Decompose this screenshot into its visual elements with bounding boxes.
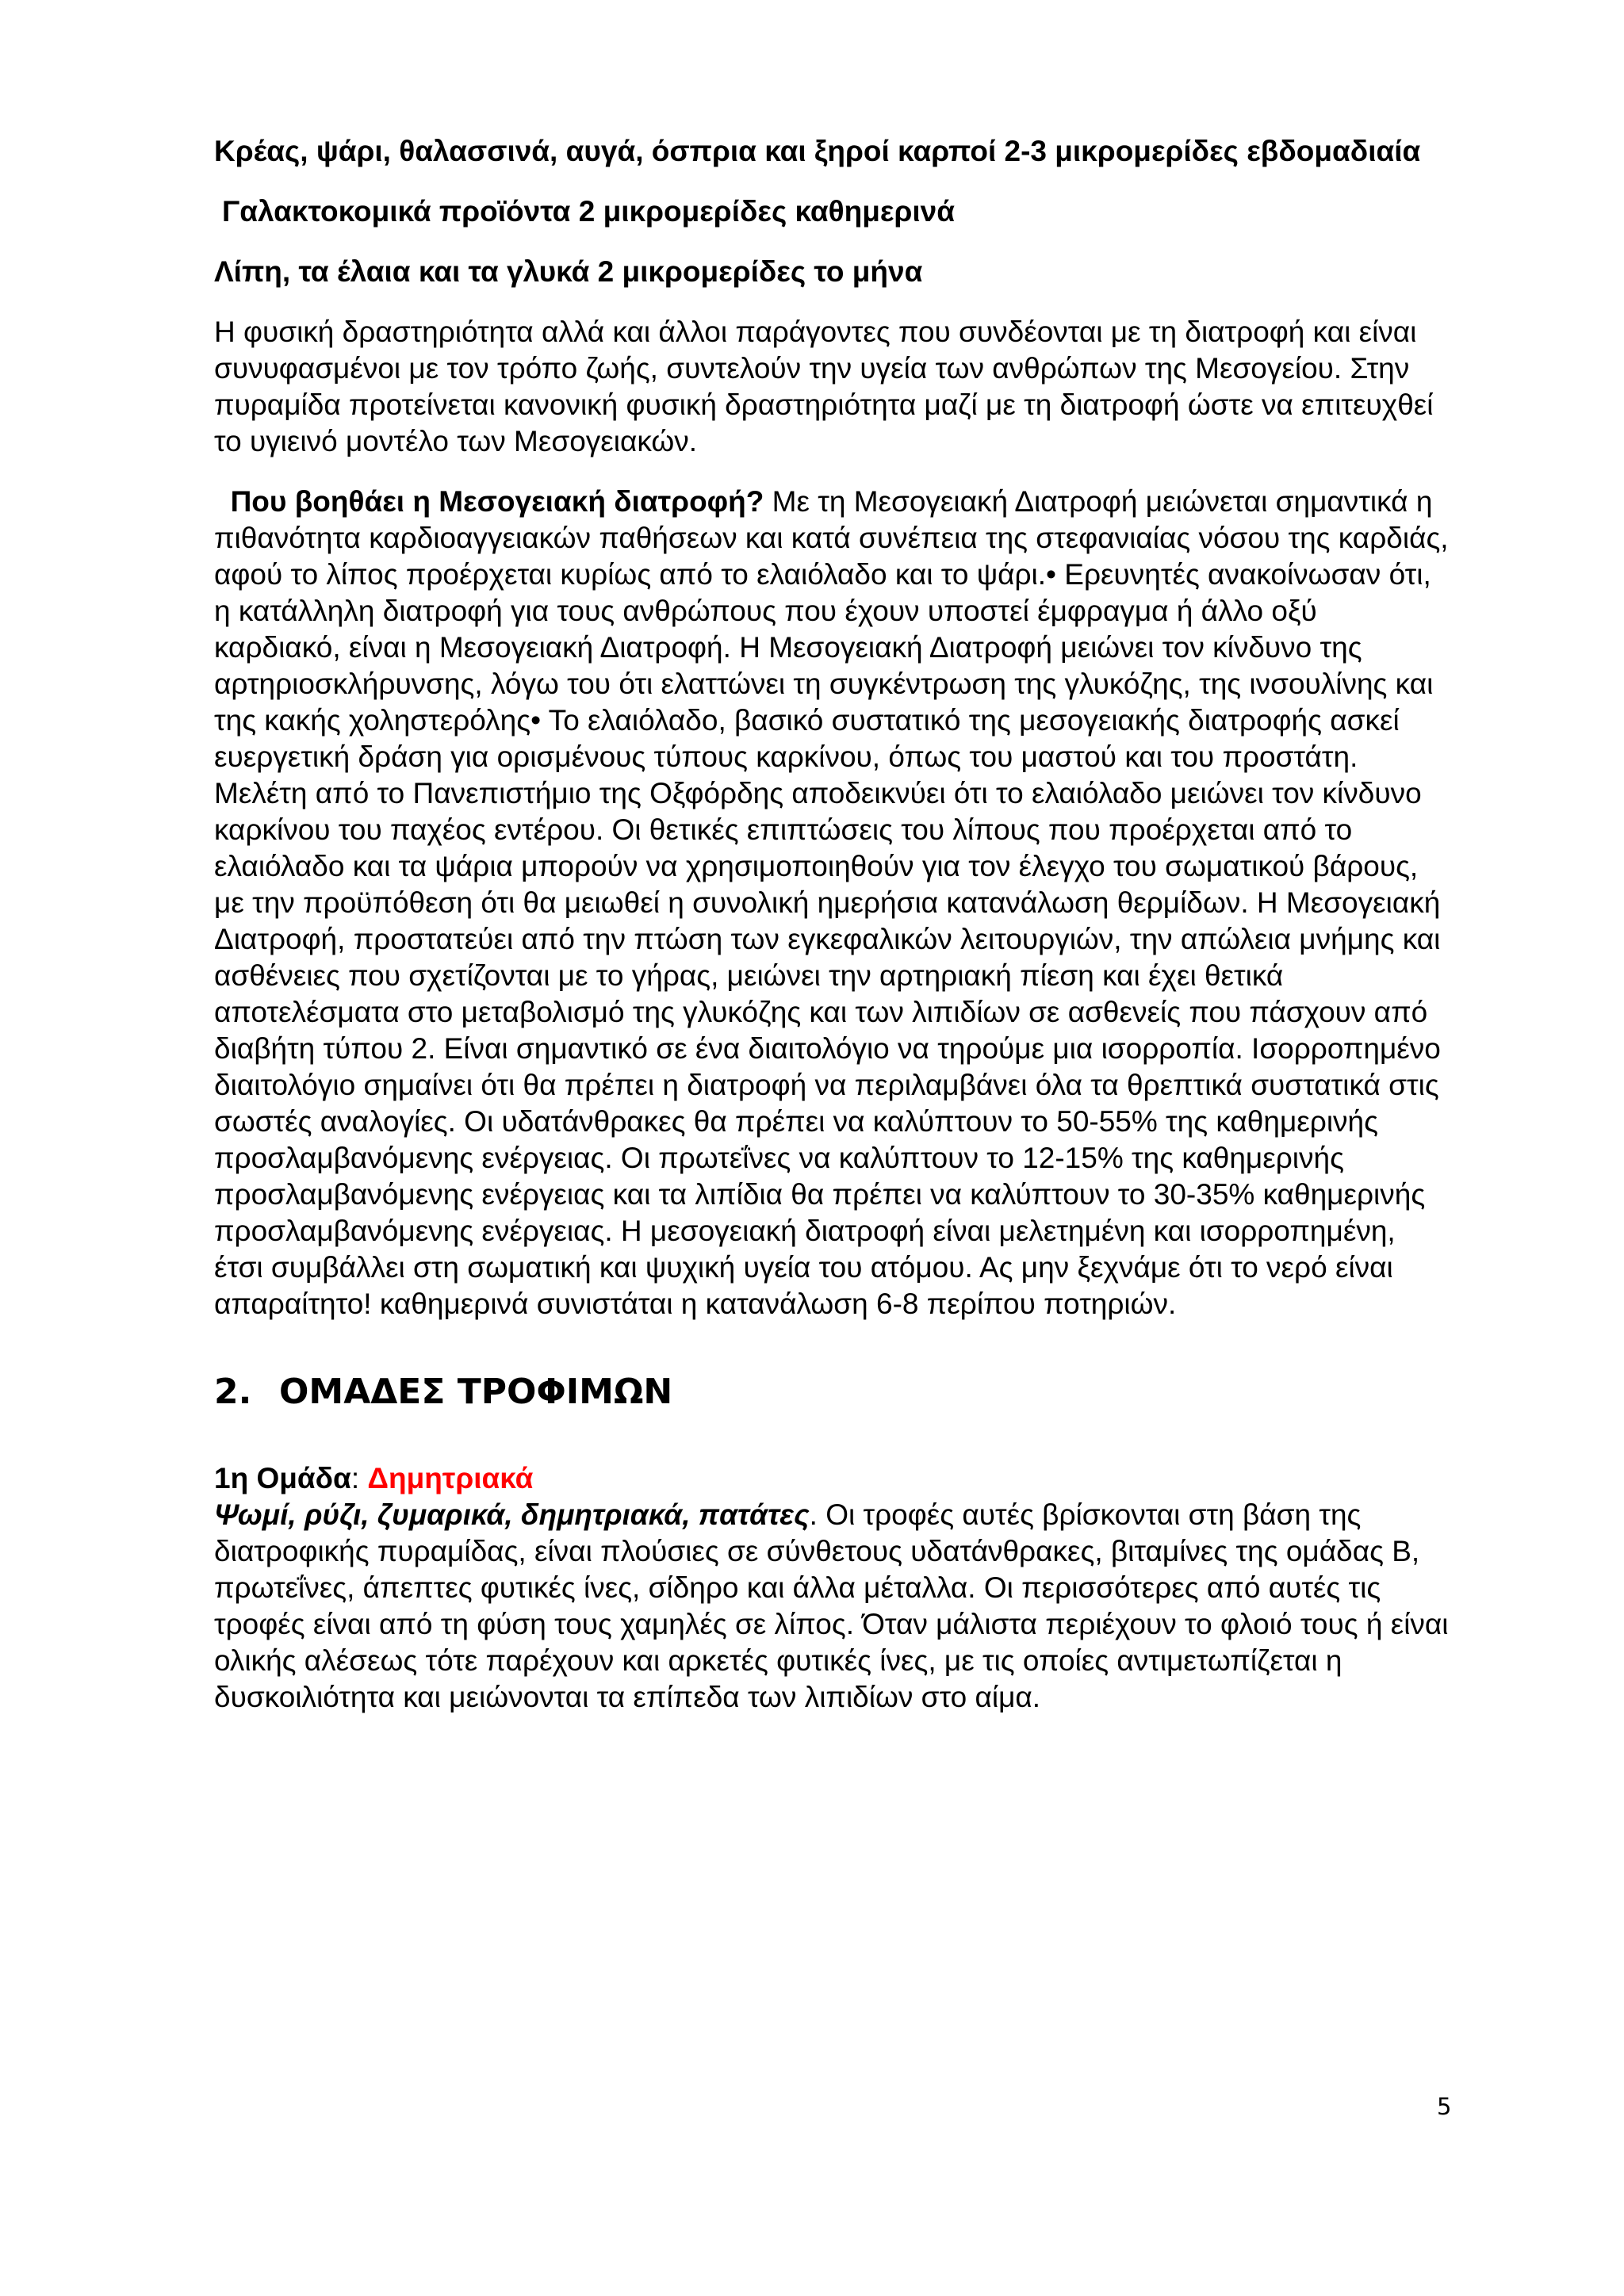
- page-number: 5: [1437, 2093, 1452, 2120]
- group-1-separator: :: [350, 1462, 368, 1494]
- group-1-label-line: [214, 1460, 1451, 1497]
- group-1-lead: Ψωμί, ρύζι, ζυμαρικά, δημητριακά, πατάτες: [214, 1498, 810, 1531]
- group-1-name: Δημητριακά: [367, 1462, 534, 1494]
- dairy-portion-line: Γαλακτοκομικά προϊόντα 2 μικρομερίδες καθημερινά: [222, 195, 955, 228]
- benefits-text: Με τη Μεσογειακή Διατροφή μειώνεται σημαντικά η πιθανότητα καρδιοαγγειακών παθήσεων και κατά συνέπεια της στεφανιαίας νόσου της καρδιάς, αφού το λίπος προέρχεται κυρίως από το ελαιόλαδο και το ψάρι.• Ερευνητές ανακοίνωσαν ότι, η κατάλληλη διατροφή για τους ανθρώπους που έχουν υποστεί έμφραγμα ή άλλο οξύ καρδιακό, είναι η Μεσογειακή Διατροφή. Η Μεσογειακή Διατροφή μειώνει τον κίνδυνο της αρτηριοσκλήρυνσης, λόγω του ότι ελαττώνει τη συγκέντρωση της γλυκόζης, της ινσουλίνης και της κακής χοληστερόλης• Το ελαιόλαδο, βασικό συστατικό της μεσογειακής διατροφής ασκεί ευεργετική δράση για ορισμένους τύπους καρκίνου, όπως του μαστού και του προστάτη. Μελέτη από το Πανεπιστήμιο της Οξφόρδης αποδεικνύει ότι το ελαιόλαδο μειώνει τον κίνδυνο καρκίνου του παχέος εντέρου. Οι θετικές επιπτώσεις του λίπους που προέρχεται από το ελαιόλαδο και τα ψάρια μπορούν να χρησιμοποιηθούν για τον έλεγχο του σωματικού βάρους, με την προϋπόθεση ότι θα μειωθεί η συνολική ημερήσια κατανάλωση θερμίδων. Η Μεσογειακή Διατροφή, προστατεύει από την πτώση των εγκεφαλικών λειτουργιών, την απώλεια μνήμης και ασθένειες που σχετίζονται με το γήρας, μειώνει την αρτηριακή πίεση και έχει θετικά αποτελέσματα στο μεταβολισμό της γλυκόζης και των λιπιδίων σε ασθενείς που πάσχουν από διαβήτη τύπου 2. Είναι σημαντικό σε ένα διαιτολόγιο να τηρούμε μια ισορροπία. Ισορροπημένο διαιτολόγιο σημαίνει ότι θα πρέπει η διατροφή να περιλαμβάνει όλα τα θρεπτικά συστατικά στις σωστές αναλογίες. Οι υδατάνθρακες θα πρέπει να καλύπτουν το 50-55% της καθημερινής προσλαμβανόμενης ενέργειας. Οι πρωτεΐνες να καλύπτουν το 12-15% της καθημερινής προσλαμβανόμενης ενέργειας και τα λιπίδια θα πρέπει να καλύπτουν το 30-35% καθημερινής προσλαμβανόμενης ενέργειας. Η μεσογειακή διατροφή είναι μελετημένη και ισορροπημένη, έτσι συμβάλλει στη σωματική και ψυχική υγεία του ατόμου. Ας μην ξεχνάμε ότι το νερό είναι απαραίτητο! καθημερινά συνιστάται η κατανάλωση 6-8 περίπου ποτηριών.: [214, 485, 1449, 1320]
- group-1-paragraph: [214, 1497, 1451, 1716]
- group-1-text: . Οι τροφές αυτές βρίσκονται στη βάση της διατροφικής πυραμίδας, είναι πλούσιες σε σύνθετους υδατάνθρακες, βιταμίνες της ομάδας Β, πρωτεΐνες, άπεπτες φυτικές ίνες, σίδηρο και άλλα μέταλλα. Οι περισσότερες από αυτές τις τροφές είναι από τη φύση τους χαμηλές σε λίπος. Όταν μάλιστα περιέχουν το φλοιό τους ή είναι ολικής αλέσεως τότε παρέχουν και αρκετές φυτικές ίνες, με τις οποίες αντιμετωπίζεται η δυσκοιλιότητα και μειώνονται τα επίπεδα των λιπιδίων στο αίμα.: [214, 1498, 1449, 1713]
- section-number: 2.: [214, 1372, 252, 1412]
- section-heading: [214, 1370, 1451, 1414]
- section-title: ΟΜΑΔΕΣ ΤΡΟΦΙΜΩΝ: [279, 1372, 673, 1412]
- meat-portion-line: Κρέας, ψάρι, θαλασσινά, αυγά, όσπρια και ξηροί καρποί 2-3 μικρομερίδες εβδομαδιαία: [214, 135, 1421, 167]
- fats-portion-line: Λίπη, τα έλαια και τα γλυκά 2 μικρομερίδες το μήνα: [214, 255, 923, 288]
- group-1-label: 1η Ομάδα: [214, 1462, 351, 1494]
- benefits-paragraph: [214, 484, 1451, 1322]
- page-content: [214, 133, 1451, 1716]
- activity-paragraph: Η φυσική δραστηριότητα αλλά και άλλοι παράγοντες που συνδέονται με τη διατροφή και είναι συνυφασμένοι με τον τρόπο ζωής, συντελούν την υγεία των ανθρώπων της Μεσογείου. Στην πυραμίδα προτείνεται κανονική φυσική δραστηριότητα μαζί με τη διατροφή ώστε να επιτευχθεί το υγιεινό μοντέλο των Μεσογειακών.: [214, 316, 1434, 457]
- benefits-question: Που βοηθάει η Μεσογειακή διατροφή?: [230, 485, 764, 518]
